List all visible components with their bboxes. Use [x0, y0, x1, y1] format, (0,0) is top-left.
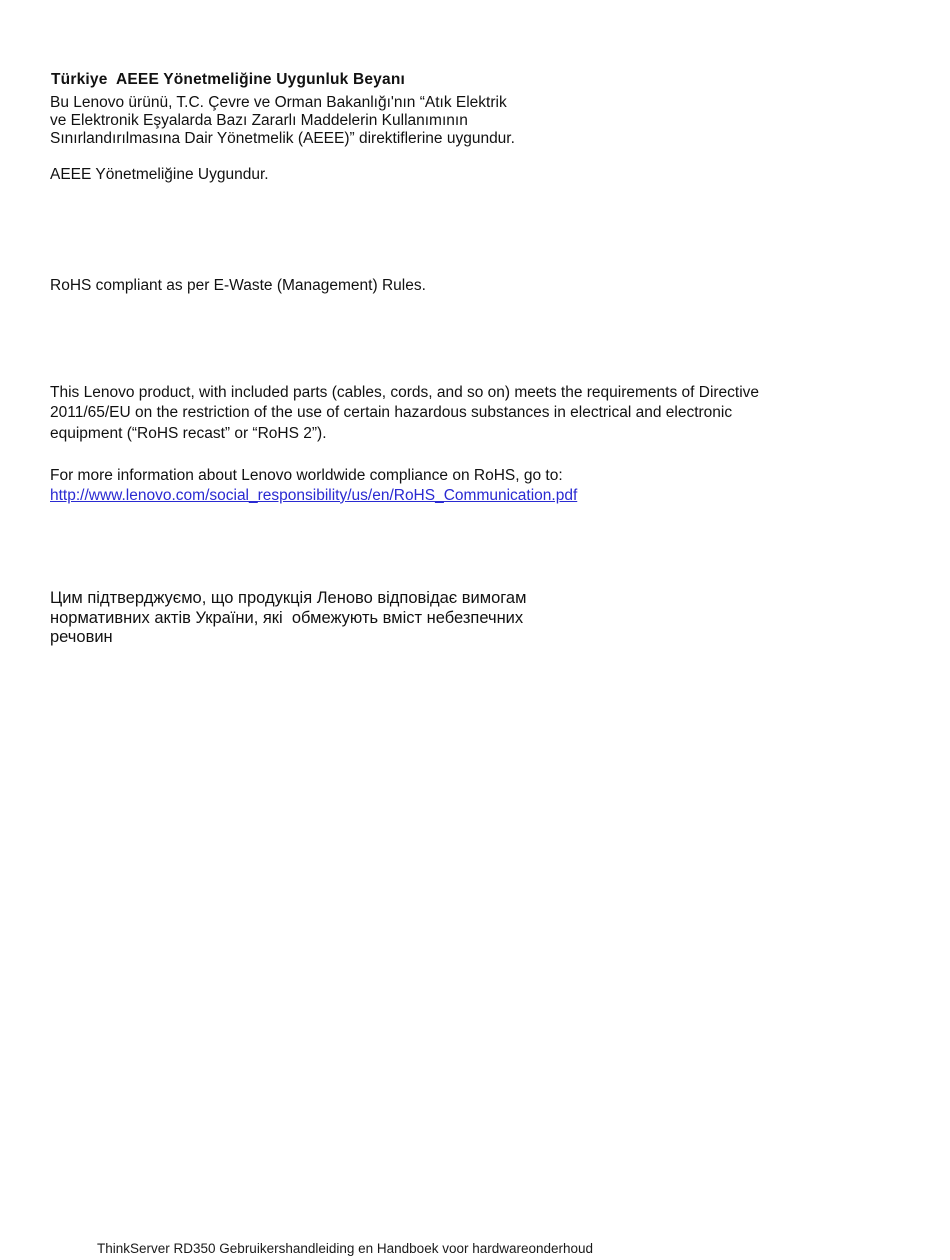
- eu-rohs-paragraph-line: equipment (“RoHS recast” or “RoHS 2”).: [50, 424, 327, 442]
- turkiye-aeee-compliance-statement: AEEE Yönetmeliğine Uygundur.: [50, 166, 269, 183]
- turkiye-aeee-paragraph-line: ve Elektronik Eşyalarda Bazı Zararlı Maddelerin Kullanımının: [50, 112, 468, 130]
- ukraine-rohs-paragraph-line: нормативних актів України, які обмежують вміст небезпечних: [50, 608, 524, 627]
- rohs-communication-link[interactable]: http://www.lenovo.com/social_responsibility/us/en/RoHS_Communication.pdf: [50, 486, 578, 504]
- eu-rohs-more-info: [50, 466, 577, 506]
- eu-rohs-paragraph: [50, 383, 759, 444]
- india-rohs-statement: RoHS compliant as per E-Waste (Management) Rules.: [50, 277, 426, 294]
- ukraine-rohs-paragraph-line: Цим підтверджуємо, що продукція Леново відповідає вимогам: [50, 589, 527, 607]
- eu-rohs-paragraph-line: This Lenovo product, with included parts (cables, cords, and so on) meets the requirements of Directive: [50, 384, 760, 401]
- ukraine-rohs-paragraph: [50, 589, 526, 648]
- page-footer-title: ThinkServer RD350 Gebruikershandleiding en Handboek voor hardwareonderhoud: [97, 1241, 594, 1256]
- eu-rohs-more-info-line: For more information about Lenovo worldwide compliance on RoHS, go to:: [50, 467, 563, 484]
- turkiye-aeee-paragraph-line: Bu Lenovo ürünü, T.C. Çevre ve Orman Bakanlığı'nın “Atık Elektrik: [50, 94, 507, 111]
- turkiye-aeee-paragraph-line: Sınırlandırılmasına Dair Yönetmelik (AEEE)” direktiflerine uygundur.: [50, 130, 515, 148]
- turkiye-aeee-paragraph: [50, 94, 515, 149]
- ukraine-rohs-paragraph-line: речовин: [50, 628, 113, 647]
- eu-rohs-paragraph-line: 2011/65/EU on the restriction of the use of certain hazardous substances in electrical and electronic: [50, 404, 733, 422]
- turkiye-aeee-heading: Türkiye AEEE Yönetmeliğine Uygunluk Beyanı: [51, 70, 405, 88]
